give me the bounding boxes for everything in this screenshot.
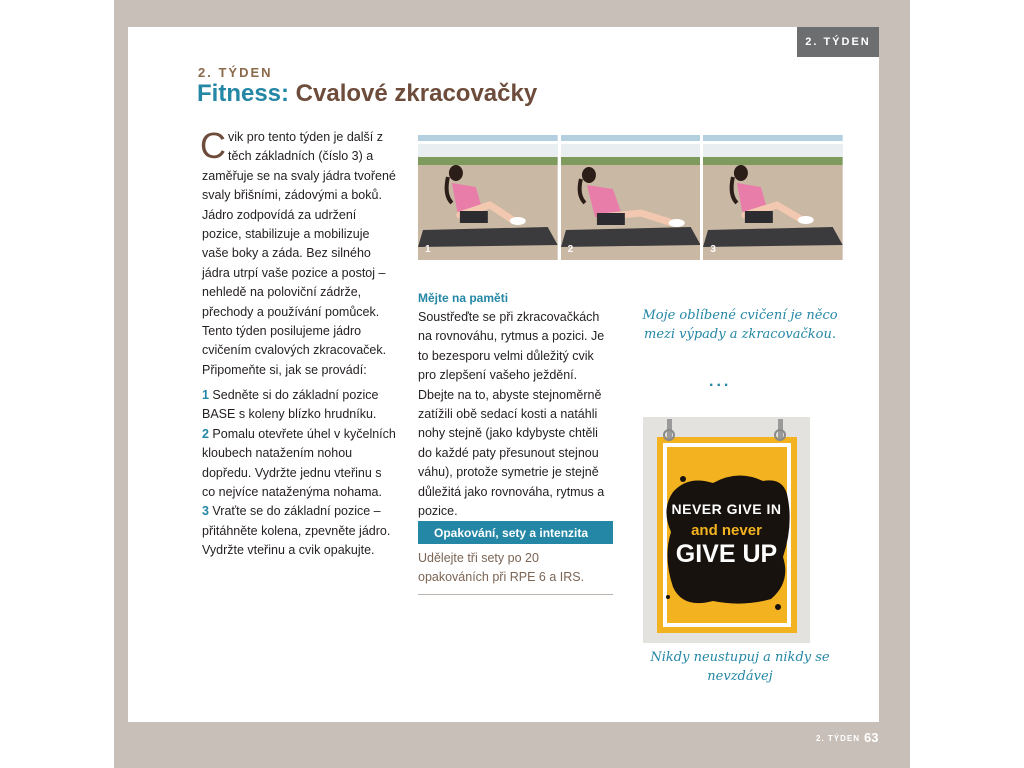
page-frame-left [114, 0, 128, 768]
photo-number: 3 [710, 244, 716, 255]
poster-line: and never [691, 522, 762, 539]
intro-paragraph [200, 125, 398, 380]
intro-text: vik pro tento týden je další z těch základních (číslo 3) a zaměřuje se na svaly jádra tvořené svaly břišními, zádovými a boků. Jádro zodpovídá za udržení pozice, stabilizuje a mobilizuje vaše boky a záda. Bez silného jádra utrpí vaše pozice a postoj – nehledě na poloviční zádrže, přechody a používání pomůcek. Tento týden posilujeme jádro cvičením cvalových zkracovaček. Připomeňte si, jak se provádí: [202, 130, 396, 377]
title-prefix: Fitness: [197, 80, 290, 107]
repetitions-heading: Opakování, sety a intenzita [418, 521, 613, 544]
step-item [202, 386, 398, 425]
page-number: 63 [864, 730, 879, 745]
motivational-poster [643, 417, 810, 643]
title-main: Cvalové zkracovačky [289, 80, 538, 107]
step-text: Sedněte si do základní pozice BASE s koleny blízko hrudníku. [202, 388, 379, 422]
quote-dots: ... [709, 373, 732, 390]
dropcap: C [200, 125, 226, 166]
page-frame-top [114, 0, 910, 27]
remember-heading: Mějte na paměti [418, 291, 509, 305]
exercise-photo [561, 135, 701, 260]
exercise-photo [703, 135, 843, 260]
page-frame-right [879, 0, 910, 768]
step-text: Pomalu otevřete úhel v kyčelních kloubech natažením nohou dopředu. Vydržte jednu vteřinu s co nejvíce nataženýma nohama. [202, 426, 396, 500]
remember-text: Soustřeďte se při zkracovačkách na rovnováhu, rytmus a pozici. Je to bezesporu velmi důležitý cvik pro zlepšení vašeho ježdění. Dbejte na to, abyste stejnoměrně zatížili obě sedací kosti a natáhli nohy stejně (jako kdybyste chtěli do každé paty přesunout stejnou váhu), protože symetrie je stejně důležitá jako rovnováha, rytmus a pozice. [418, 310, 605, 519]
page-frame-bottom [114, 722, 910, 768]
step-number: 1 [202, 388, 209, 402]
poster-line: NEVER GIVE IN [671, 501, 782, 517]
step-text: Vraťte se do základní pozice – přitáhněte kolena, zpevněte jádro. Vydržte vteřinu a cvik opakujte. [202, 504, 391, 558]
step-item [202, 502, 398, 560]
poster-caption: Nikdy neustupuj a nikdy se nevzdávej [650, 650, 830, 684]
exercise-photo-image [561, 135, 701, 260]
page-title [197, 80, 537, 108]
exercise-photo [418, 135, 558, 260]
step-number: 3 [202, 504, 209, 519]
exercise-photo-strip [418, 135, 843, 260]
photo-number: 1 [425, 244, 431, 255]
section-kicker: 2. TÝDEN [198, 65, 273, 80]
step-item [202, 425, 398, 503]
photo-number: 2 [567, 244, 574, 255]
steps-list [202, 386, 398, 561]
pull-quote: Moje oblíbené cvičení je něco mezi výpady a zkracovačkou. [642, 308, 838, 342]
repetitions-text: Udělejte tři sety po 20 opakováních při RPE 6 a IRS. [418, 551, 585, 585]
poster-line: GIVE UP [675, 540, 778, 568]
step-number: 2 [202, 426, 209, 441]
divider [418, 594, 613, 595]
exercise-photo-image [703, 135, 843, 260]
exercise-photo-image [418, 135, 558, 260]
footer-section-label: 2. TÝDEN [816, 734, 861, 743]
week-tab: 2. TÝDEN [797, 27, 879, 57]
